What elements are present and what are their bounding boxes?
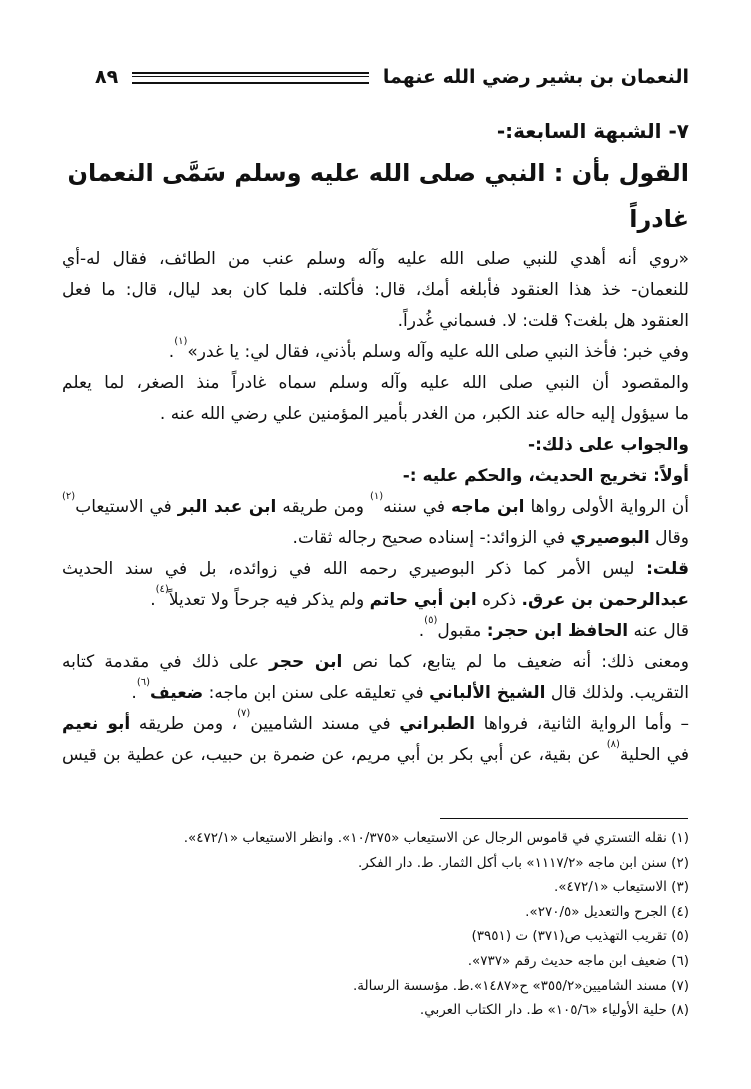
paragraph-line: «روي أنه أهدي للنبي صلى الله عليه وآله وسلم عنب من الطائف، فقال له-أي (62, 249, 689, 269)
answer-heading: والجواب على ذلك:- (528, 435, 689, 455)
section-heading: ٧- الشبهة السابعة:- (496, 119, 689, 143)
paragraph-line: قال عنه الحافظ ابن حجر: مقبول$^{(٥)}$. (418, 615, 689, 641)
footnote: (٥) تقريب التهذيب ص(٣٧١) ت (٣٩٥١) (471, 928, 689, 945)
footnotes (62, 826, 689, 1023)
paragraph-line: – وأما الرواية الثانية، فرواها الطبراني في مسند الشاميين$^{(٧)}$، ومن طريقه أبو نعيم (62, 708, 689, 734)
footnote-ref: (٢) (62, 491, 76, 502)
footnote-ref: (٤) (155, 584, 169, 595)
running-title: النعمان بن بشير رضي الله عنهما (382, 66, 689, 88)
footnote: (٢) سنن ابن ماجه «١١١٧/٢» باب أكل الثمار. ط. دار الفكر. (357, 854, 689, 871)
footnote: (٤) الجرح والتعديل «٢٧٠/٥». (525, 903, 689, 920)
paragraph-line: أن الرواية الأولى رواها ابن ماجه في سننه$^{(١)}$ ومن طريقه ابن عبد البر في الاستيعاب$^{(٢)}$ (62, 491, 689, 517)
footnote-ref: (١) (174, 336, 188, 347)
running-header (95, 62, 689, 92)
paragraph-line: للنعمان- خذ هذا العنقود فأبلغه أمك، قال: فأكلته. فلما كان بعد ليال، قال: ما فعل (62, 280, 689, 300)
paragraph-line: وفي خبر: فأخذ النبي صلى الله عليه وآله وسلم بأذني، فقال لي: يا غدر»$^{(١)}$. (168, 336, 689, 362)
paragraph-line: وقال البوصيري في الزوائد:- إسناده صحيح رجاله ثقات. (292, 528, 689, 548)
footnote-separator (440, 818, 688, 819)
paragraph-line: قلت: ليس الأمر كما ذكر البوصيري رحمه الله في زوائده، بل في سند الحديث (62, 559, 689, 579)
footnote: (٣) الاستيعاب «٤٧٢/١». (553, 879, 689, 896)
main-heading: القول بأن : النبي صلى الله عليه وسلم سَمَّى النعمان غادراً (67, 159, 689, 233)
page-number: ٨٩ (95, 66, 119, 88)
footnote: (٧) مسند الشاميين«٣٥٥/٢» ح«١٤٨٧».ط. مؤسسة الرسالة. (353, 977, 689, 994)
footnote: (٦) ضعيف ابن ماجه حديث رقم «٧٣٧». (467, 952, 689, 969)
main-text (62, 112, 689, 771)
footnote-ref: (٧) (237, 708, 251, 719)
header-rule (132, 72, 369, 84)
footnote: (٨) حلية الأولياء «١٠٥/٦» ط. دار الكتاب العربي. (419, 1002, 689, 1019)
paragraph-line: في الحلية$^{(٨)}$ عن بقية، عن أبي بكر بن أبي مريم، عن ضمرة بن حبيب، عن عطية بن قيس (62, 739, 689, 765)
paragraph-line: والمقصود أن النبي صلى الله عليه وآله وسلم سماه غادراً منذ الصغر، لما يعلم (62, 373, 689, 393)
footnote-ref: (٦) (136, 677, 151, 688)
footnote-ref: (١) (369, 491, 384, 502)
footnote-ref: (٥) (424, 615, 438, 626)
paragraph-line: ومعنى ذلك: أنه ضعيف ما لم يتابع، كما نص ابن حجر على ذلك في مقدمة كتابه (62, 652, 689, 672)
paragraph-line: العنقود هل بلغت؟ قلت: لا. فسماني غُدراً. (397, 311, 689, 331)
paragraph-line: عبدالرحمن بن عرق. ذكره ابن أبي حاتم ولم يذكر فيه جرحاً ولا تعديلاً$^{(٤)}$. (150, 584, 689, 610)
paragraph-line: ما سيؤول إليه حاله عند الكبر، من الغدر بأمير المؤمنين علي رضي الله عنه . (159, 404, 689, 424)
footnote: (١) نقله التستري في قاموس الرجال عن الاستيعاب «١٠/٣٧٥». وانظر الاستيعاب «٤٧٢/١». (183, 830, 689, 846)
paragraph-line: التقريب. ولذلك قال الشيخ الألباني في تعليقه على سنن ابن ماجه: ضعيف$^{(٦)}$. (131, 677, 689, 703)
footnote-ref: (٨) (606, 739, 620, 750)
answer-subheading: أولاً: تخريج الحديث، والحكم عليه :- (402, 466, 689, 486)
